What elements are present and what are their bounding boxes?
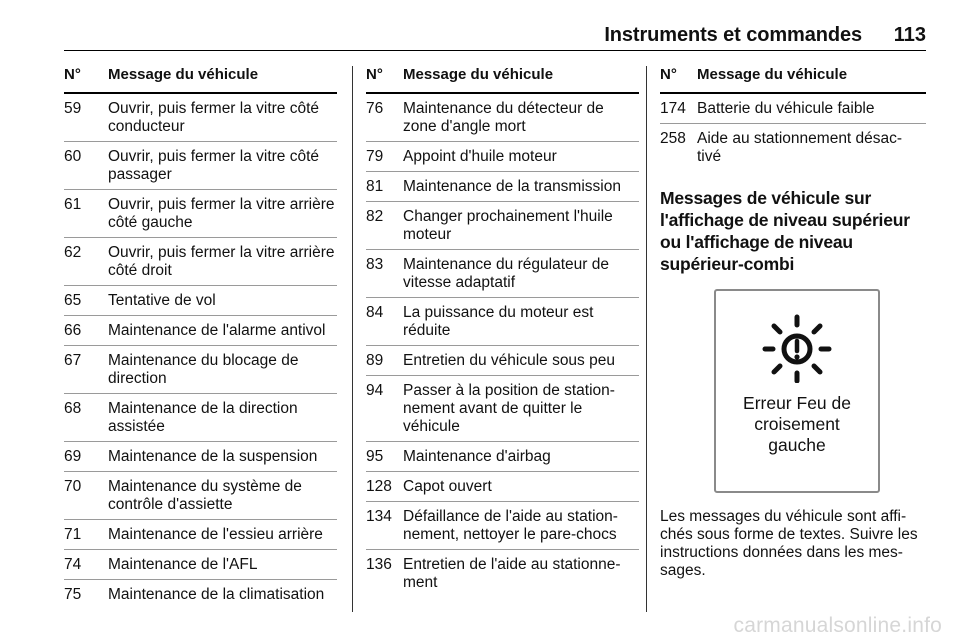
display-line: croisement xyxy=(754,414,840,434)
table-row xyxy=(64,442,337,472)
row-number: 83 xyxy=(366,256,384,273)
table-header xyxy=(660,66,926,94)
row-message: Ouvrir, puis fermer la vitre arrière côté droit xyxy=(108,244,335,279)
header-message: Message du véhicule xyxy=(108,66,259,83)
row-message: Maintenance de l'alarme antivol xyxy=(108,322,326,339)
row-message: Maintenance d'airbag xyxy=(403,448,551,465)
table-row xyxy=(64,94,337,142)
row-number: 134 xyxy=(366,508,392,525)
row-message: Maintenance de la direction assistée xyxy=(108,400,298,435)
table-body xyxy=(660,94,926,171)
table-header xyxy=(366,66,639,94)
row-message: Maintenance du blocage de direction xyxy=(108,352,299,387)
table-row xyxy=(366,550,639,597)
row-message: Changer prochainement l'huile moteur xyxy=(403,208,613,243)
table-row xyxy=(366,346,639,376)
row-number: 60 xyxy=(64,148,82,165)
header-num: N° xyxy=(366,66,383,83)
row-message: Tentative de vol xyxy=(108,292,216,309)
table-row xyxy=(64,142,337,190)
row-number: 66 xyxy=(64,322,82,339)
row-number: 76 xyxy=(366,100,384,117)
column-divider xyxy=(646,66,647,612)
row-number: 68 xyxy=(64,400,82,417)
table-row xyxy=(366,376,639,442)
row-number: 94 xyxy=(366,382,384,399)
watermark: carmanualsonline.info xyxy=(733,614,942,637)
row-message: Entretien du véhicule sous peu xyxy=(403,352,615,369)
header-num: N° xyxy=(660,66,677,83)
table-body xyxy=(64,94,337,609)
table-header xyxy=(64,66,337,94)
row-number: 128 xyxy=(366,478,392,495)
row-message: Entretien de l'aide au stationne-ment xyxy=(403,556,621,591)
row-message: Défaillance de l'aide au station-nement, nettoyer le pare-chocs xyxy=(403,508,618,543)
row-number: 69 xyxy=(64,448,82,465)
row-number: 74 xyxy=(64,556,82,573)
table-row xyxy=(366,502,639,550)
table-row xyxy=(366,442,639,472)
column-divider xyxy=(352,66,353,612)
row-message: Maintenance de la transmission xyxy=(403,178,621,195)
page-number: 113 xyxy=(893,24,926,46)
row-message: Maintenance de l'essieu arrière xyxy=(108,526,323,543)
table-row xyxy=(366,298,639,346)
table-row xyxy=(64,190,337,238)
table-row xyxy=(366,202,639,250)
row-message: Ouvrir, puis fermer la vitre côté passager xyxy=(108,148,320,183)
row-number: 84 xyxy=(366,304,384,321)
row-number: 95 xyxy=(366,448,384,465)
table-row xyxy=(64,346,337,394)
message-table-column-2 xyxy=(366,66,639,597)
row-number: 136 xyxy=(366,556,392,573)
row-number: 65 xyxy=(64,292,82,309)
display-illustration xyxy=(660,289,926,494)
row-number: 70 xyxy=(64,478,82,495)
row-number: 89 xyxy=(366,352,384,369)
page-header xyxy=(64,20,926,51)
row-message: Passer à la position de station-nement avant de quitter le véhicule xyxy=(403,382,615,435)
row-message: Ouvrir, puis fermer la vitre arrière côté gauche xyxy=(108,196,335,231)
section-heading: Messages de véhicule sur l'affichage de niveau supérieur ou l'affichage de niveau supérieur-combi xyxy=(660,188,910,274)
table-row xyxy=(366,172,639,202)
message-table-column-1 xyxy=(64,66,337,609)
table-row xyxy=(660,124,926,171)
row-number: 82 xyxy=(366,208,384,225)
table-row xyxy=(366,250,639,298)
low-beam-warning-icon xyxy=(762,313,832,383)
row-message: Maintenance de l'AFL xyxy=(108,556,258,573)
table-row xyxy=(64,472,337,520)
display-screen xyxy=(714,289,880,493)
table-row xyxy=(366,142,639,172)
header-message: Message du véhicule xyxy=(403,66,554,83)
row-message: Ouvrir, puis fermer la vitre côté conducteur xyxy=(108,100,320,135)
row-number: 75 xyxy=(64,586,82,603)
row-message: Maintenance de la suspension xyxy=(108,448,318,465)
row-number: 258 xyxy=(660,130,686,147)
table-row xyxy=(64,286,337,316)
row-number: 81 xyxy=(366,178,384,195)
row-number: 59 xyxy=(64,100,82,117)
table-row xyxy=(366,472,639,502)
row-number: 67 xyxy=(64,352,82,369)
header-num: N° xyxy=(64,66,81,83)
table-row xyxy=(366,94,639,142)
display-line: gauche xyxy=(768,435,826,455)
row-message: Aide au stationnement désac-tivé xyxy=(697,130,903,165)
row-message: La puissance du moteur est réduite xyxy=(403,304,594,339)
table-row xyxy=(64,316,337,346)
row-message: Maintenance du détecteur de zone d'angle mort xyxy=(403,100,604,135)
row-message: Maintenance du régulateur de vitesse adaptatif xyxy=(403,256,609,291)
row-message: Maintenance du système de contrôle d'assiette xyxy=(108,478,302,513)
section-paragraph: Les messages du véhicule sont affi-chés sous forme de textes. Suivre les instructions données dans les mes-sages. xyxy=(660,508,918,579)
row-number: 79 xyxy=(366,148,384,165)
header-message: Message du véhicule xyxy=(697,66,848,83)
row-message: Batterie du véhicule faible xyxy=(697,100,875,117)
page-title: Instruments et commandes xyxy=(604,24,862,46)
row-number: 174 xyxy=(660,100,686,117)
row-number: 62 xyxy=(64,244,82,261)
table-row xyxy=(64,238,337,286)
table-row xyxy=(64,550,337,580)
message-table-column-3 xyxy=(660,66,926,580)
row-number: 61 xyxy=(64,196,82,213)
row-message: Maintenance de la climatisation xyxy=(108,586,325,603)
row-message: Appoint d'huile moteur xyxy=(403,148,557,165)
row-message: Capot ouvert xyxy=(403,478,492,495)
row-number: 71 xyxy=(64,526,82,543)
table-row xyxy=(64,394,337,442)
table-row xyxy=(64,580,337,609)
table-row xyxy=(64,520,337,550)
display-line: Erreur Feu de xyxy=(743,393,851,413)
display-message xyxy=(716,393,878,456)
table-row xyxy=(660,94,926,124)
table-body xyxy=(366,94,639,597)
